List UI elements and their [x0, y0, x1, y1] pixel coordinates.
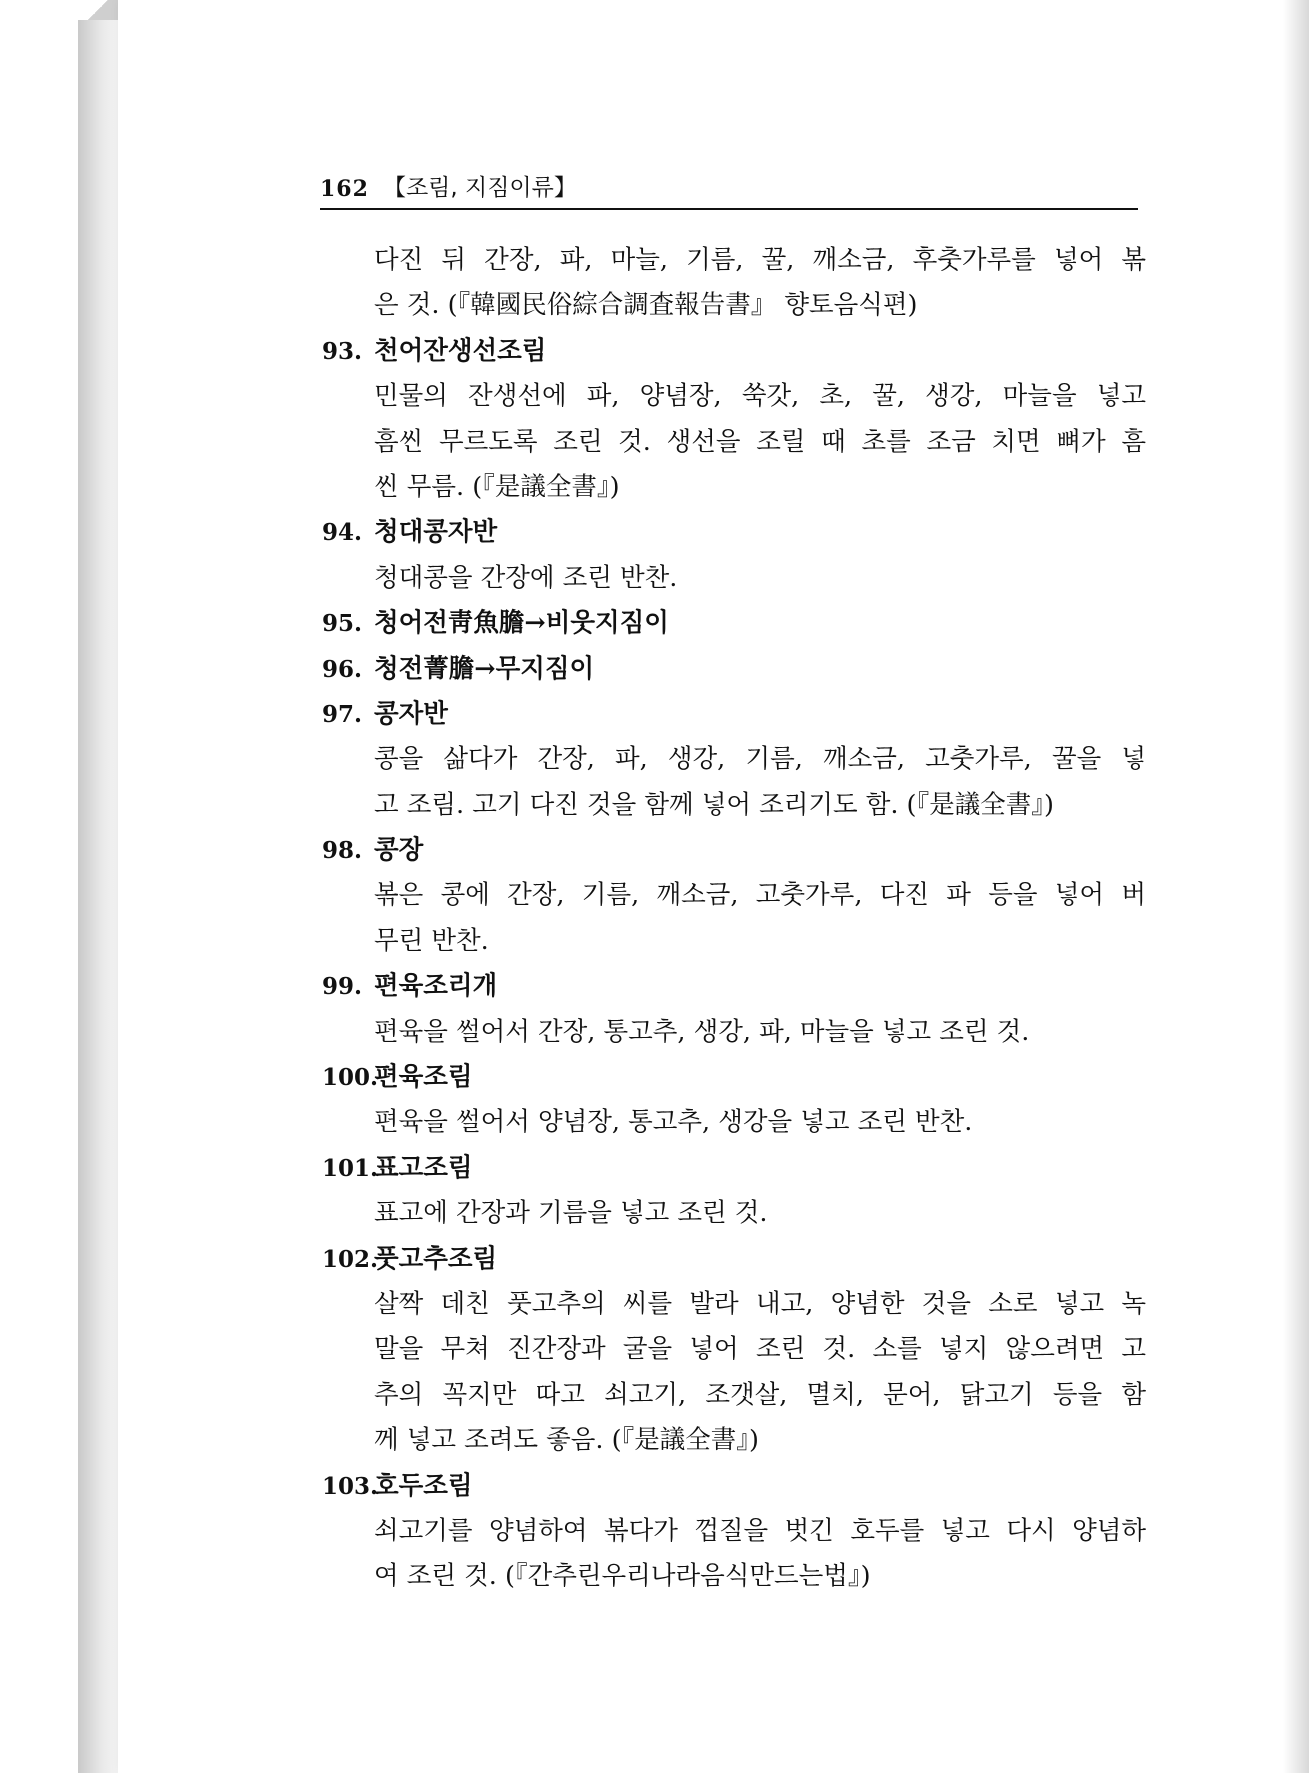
entry-heading [322, 1146, 1146, 1191]
entry-number: 93. [322, 337, 363, 365]
page-edge-shadow [1283, 0, 1309, 1773]
entry-title: 호두조림 [374, 1470, 473, 1501]
entry-title: 콩장 [374, 835, 424, 866]
entry-title: 풋고추조림 [374, 1243, 498, 1274]
entry-number: 100. [322, 1064, 379, 1092]
entry-description-line: 청대콩을 간장에 조린 반찬. [374, 562, 678, 593]
entry-number: 97. [322, 700, 363, 728]
entry-number: 94. [322, 519, 363, 547]
entry-heading [322, 1055, 1146, 1100]
entry-heading [322, 828, 1146, 873]
entry-heading [322, 1464, 1146, 1509]
entry-description-line: 콩을 삶다가 간장, 파, 생강, 기름, 깨소금, 고춧가루, 꿀을 넣 [374, 744, 1146, 775]
entry-number: 101. [322, 1154, 379, 1182]
entry-description-line: 흠씬 무르도록 조린 것. 생선을 조릴 때 초를 조금 치면 뼈가 흠 [374, 426, 1146, 457]
section-title: 【조림, 지짐이류】 [382, 175, 577, 201]
entry-description-line: 살짝 데친 풋고추의 씨를 발라 내고, 양념한 것을 소로 넣고 녹 [374, 1288, 1146, 1319]
entry-number: 99. [322, 973, 363, 1001]
entry-heading [322, 1237, 1146, 1282]
entry-description-line: 편육을 썰어서 간장, 통고추, 생강, 파, 마늘을 넣고 조린 것. [374, 1016, 1030, 1047]
entry-title: 편육조리개 [374, 971, 498, 1002]
page-content [322, 238, 1146, 1600]
entry-description-line: 무린 반찬. [374, 925, 489, 956]
entry-description-line: 씬 무름. (『是議全書』) [374, 471, 620, 502]
entry-description-line: 추의 꼭지만 따고 쇠고기, 조갯살, 멸치, 문어, 닭고기 등을 함 [374, 1379, 1146, 1410]
book-spine-corner [78, 0, 118, 20]
entry-description-line: 볶은 콩에 간장, 기름, 깨소금, 고춧가루, 다진 파 등을 넣어 버 [374, 880, 1146, 911]
page-number: 162 [320, 176, 369, 202]
entry-heading [322, 647, 1146, 692]
entry-description-line: 다진 뒤 간장, 파, 마늘, 기름, 꿀, 깨소금, 후춧가루를 넣어 볶 [374, 245, 1146, 275]
book-spine [78, 0, 119, 1773]
entry-number: 102. [322, 1245, 379, 1273]
entry-title: 콩자반 [374, 698, 448, 729]
entry-title: 천어잔생선조림 [374, 335, 547, 366]
entry-title: 표고조림 [374, 1152, 473, 1183]
entry-number: 96. [322, 655, 363, 683]
entry-description-line: 은 것. (『韓國民俗綜合調査報告書』 향토음식편) [374, 290, 918, 321]
entry-heading [322, 692, 1146, 737]
entry-heading [322, 510, 1146, 555]
entry-description-line: 께 넣고 조려도 좋음. (『是議全書』) [374, 1425, 759, 1456]
entry-title: 청어전靑魚膽→비웃지짐이 [374, 608, 669, 639]
entry-number: 95. [322, 610, 363, 638]
entry-description-line: 쇠고기를 양념하여 볶다가 껍질을 벗긴 호두를 넣고 다시 양념하 [374, 1515, 1146, 1546]
entry-title: 청대콩자반 [374, 517, 498, 548]
entry-heading [322, 964, 1146, 1009]
entry-description-line: 표고에 간장과 기름을 넣고 조린 것. [374, 1198, 768, 1229]
entry-number: 103. [322, 1472, 379, 1500]
entry-heading [322, 601, 1146, 646]
entry-description-line: 편육을 썰어서 양념장, 통고추, 생강을 넣고 조린 반찬. [374, 1107, 973, 1138]
entry-description-line: 말을 무쳐 진간장과 굴을 넣어 조린 것. 소를 넣지 않으려면 고 [374, 1334, 1146, 1365]
entry-description-line: 민물의 잔생선에 파, 양념장, 쑥갓, 초, 꿀, 생강, 마늘을 넣고 [374, 381, 1146, 412]
entry-title: 청전菁膽→무지짐이 [374, 653, 595, 684]
entry-heading [322, 329, 1146, 374]
page-header [320, 170, 1138, 210]
entry-number: 98. [322, 837, 363, 865]
entry-title: 편육조림 [374, 1062, 473, 1093]
entry-description-line: 여 조린 것. (『간추린우리나라음식만드는법』) [374, 1561, 871, 1592]
entry-description-line: 고 조림. 고기 다진 것을 함께 넣어 조리기도 함. (『是議全書』) [374, 789, 1054, 820]
